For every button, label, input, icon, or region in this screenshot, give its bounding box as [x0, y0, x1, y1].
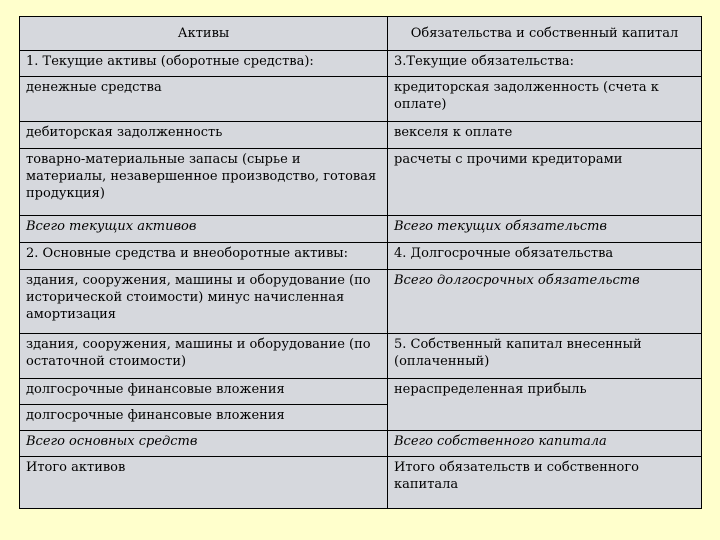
- cell-long-term-investments: долгосрочные финансовые вложения: [20, 379, 388, 405]
- cell-inventories: товарно-материальные запасы (сырье и материалы, незавершенное производство, готовая продукция): [20, 149, 388, 216]
- cell-accounts-receivable: дебиторская задолженность: [20, 122, 388, 149]
- cell-other-creditors: расчеты с прочими кредиторами: [388, 149, 702, 216]
- cell-total-current-assets: Всего текущих активов: [20, 216, 388, 243]
- table-row: [20, 379, 702, 405]
- cell-total-long-term-liabilities: Всего долгосрочных обязательств: [388, 270, 702, 334]
- table-header-row: [20, 17, 702, 51]
- table-row: [20, 149, 702, 216]
- table-row: [20, 216, 702, 243]
- table-row: [20, 77, 702, 122]
- current-liabilities-section: 3.Текущие обязательства:: [388, 51, 702, 77]
- cell-buildings-historical: здания, сооружения, машины и оборудование (по исторической стоимости) минус начисленная амортизация: [20, 270, 388, 334]
- cell-total-fixed-assets: Всего основных средств: [20, 431, 388, 457]
- table-row: [20, 122, 702, 149]
- table-row: [20, 51, 702, 77]
- cell-buildings-residual: здания, сооружения, машины и оборудование (по остаточной стоимости): [20, 334, 388, 379]
- long-term-liabilities-section: 4. Долгосрочные обязательства: [388, 243, 702, 270]
- table-row: [20, 457, 702, 509]
- cell-accounts-payable: кредиторская задолженность (счета к оплате): [388, 77, 702, 122]
- cell-total-liabilities-equity: Итого обязательств и собственного капитала: [388, 457, 702, 509]
- current-assets-section: 1. Текущие активы (оборотные средства):: [20, 51, 388, 77]
- cell-notes-payable: векселя к оплате: [388, 122, 702, 149]
- cell-cash: денежные средства: [20, 77, 388, 122]
- fixed-assets-section: 2. Основные средства и внеоборотные активы:: [20, 243, 388, 270]
- cell-total-assets: Итого активов: [20, 457, 388, 509]
- table-row: [20, 431, 702, 457]
- equity-section: 5. Собственный капитал внесенный (оплаченный): [388, 334, 702, 379]
- cell-total-equity: Всего собственного капитала: [388, 431, 702, 457]
- liabilities-header: Обязательства и собственный капитал: [388, 17, 702, 51]
- cell-retained-earnings: нераспределенная прибыль: [388, 379, 702, 431]
- cell-total-current-liabilities: Всего текущих обязательств: [388, 216, 702, 243]
- assets-header: Активы: [20, 17, 388, 51]
- cell-long-term-investments-2: долгосрочные финансовые вложения: [20, 405, 388, 431]
- table-row: [20, 334, 702, 379]
- table-row: [20, 270, 702, 334]
- balance-sheet-table: [19, 16, 702, 509]
- table-row: [20, 243, 702, 270]
